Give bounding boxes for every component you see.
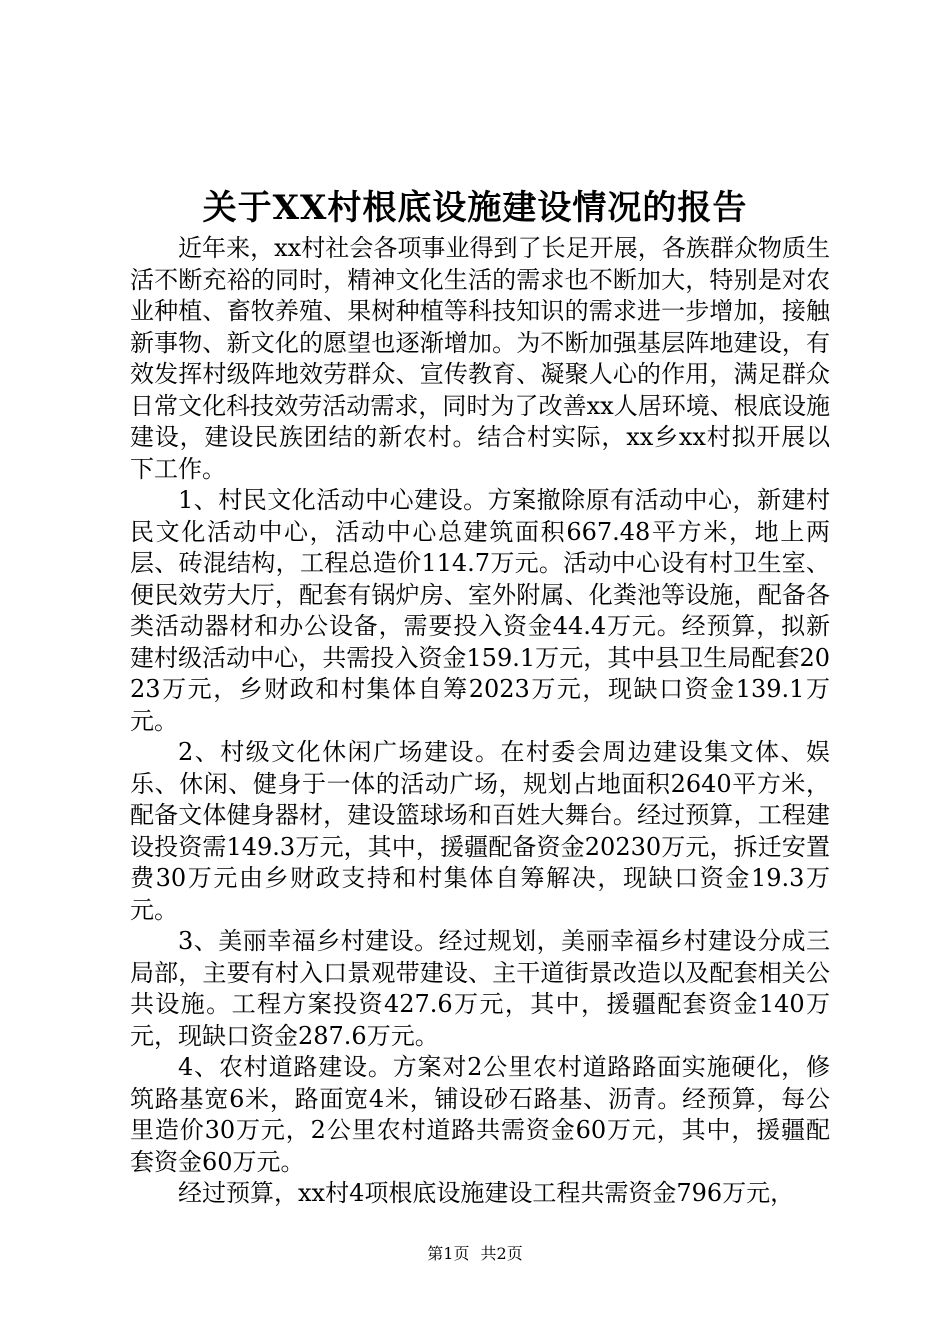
page-footer <box>0 1243 950 1265</box>
paragraph-item-2: 2、村级文化休闲广场建设。在村委会周边建设集文体、娱乐、休闲、健身于一体的活动广场，规划占地面积2640平方米，配备文体健身器材，建设篮球场和百姓大舞台。经过预算，工程建设投资需149.3万元，其中，援疆配备资金20230万元，拆迁安置费30万元由乡财政支持和村集体自筹解决，现缺口资金19.3万元。 <box>130 738 830 924</box>
paragraph-intro: 近年来，xx村社会各项事业得到了长足开展，各族群众物质生活不断充裕的同时，精神文化生活的需求也不断加大，特别是对农业种植、畜牧养殖、果树种植等科技知识的需求进一步增加，接触新事物、新文化的愿望也逐渐增加。为不断加强基层阵地建设，有效发挥村级阵地效劳群众、宣传教育、凝聚人心的作用，满足群众日常文化科技效劳活动需求，同时为了改善xx人居环境、根底设施建设，建设民族团结的新农村。结合村实际，xx乡xx村拟开展以下工作。 <box>130 234 830 483</box>
page-total: 共2页 <box>480 1244 523 1263</box>
page-number: 第1页 <box>427 1244 470 1263</box>
document-body <box>130 233 830 1210</box>
paragraph-item-1: 1、村民文化活动中心建设。方案撤除原有活动中心，新建村民文化活动中心，活动中心总建筑面积667.48平方米，地上两层、砖混结构，工程总造价114.7万元。活动中心设有村卫生室、便民效劳大厅，配套有锅炉房、室外附属、化粪池等设施，配备各类活动器材和办公设备，需要投入资金44.4万元。经预算，拟新建村级活动中心，共需投入资金159.1万元，其中县卫生局配套2023万元，乡财政和村集体自筹2023万元，现缺口资金139.1万元。 <box>130 486 830 735</box>
paragraph-item-4: 4、农村道路建设。方案对2公里农村道路路面实施硬化，修筑路基宽6米，路面宽4米，铺设砂石路基、沥青。经预算，每公里造价30万元，2公里农村道路共需资金60万元，其中，援疆配套资金60万元。 <box>130 1053 830 1176</box>
document-title: 关于XX村根底设施建设情况的报告 <box>202 188 748 228</box>
paragraph-summary: 经过预算，xx村4项根底设施建设工程共需资金796万元， <box>178 1179 795 1207</box>
paragraph-item-3: 3、美丽幸福乡村建设。经过规划，美丽幸福乡村建设分成三局部，主要有村入口景观带建设、主干道街景改造以及配套相关公共设施。工程方案投资427.6万元，其中，援疆配套资金140万元，现缺口资金287.6万元。 <box>130 927 830 1050</box>
